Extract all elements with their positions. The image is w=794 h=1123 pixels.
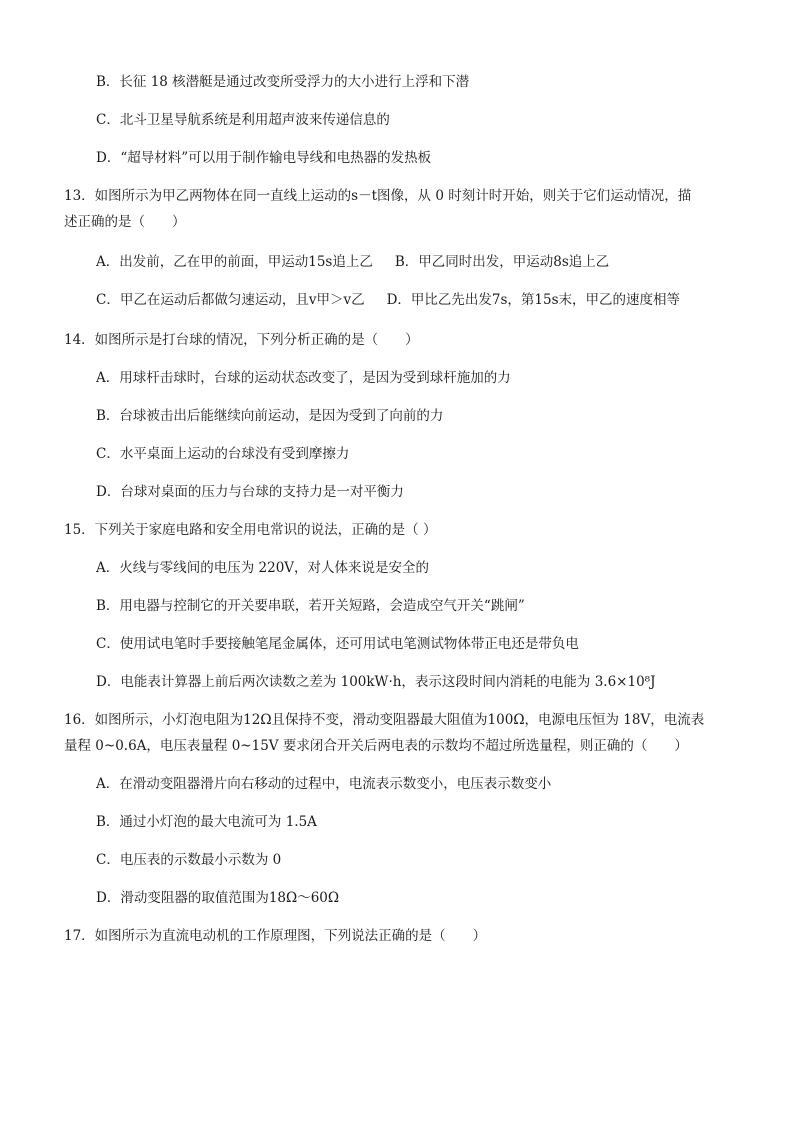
q13-stem-line2: 述正确的是（ ） bbox=[64, 214, 186, 230]
q13-option-b: B．甲乙同时出发，甲运动8s追上乙 bbox=[394, 254, 610, 270]
q13-option-d: D．甲比乙先出发7s，第15s末，甲乙的速度相等 bbox=[386, 292, 681, 308]
q14-option-a: A．用球杆击球时，台球的运动状态改变了，是因为受到球杆施加的力 bbox=[96, 370, 511, 386]
q16-option-a: A．在滑动变阻器滑片向右移动的过程中，电流表示数变小，电压表示数变小 bbox=[96, 776, 552, 792]
q15-option-d: D．电能表计算器上前后两次读数之差为 100kW·h，表示这段时间内消耗的电能为 3.6×10⁸J bbox=[96, 674, 656, 690]
q16-option-c: C．电压表的示数最小示数为 0 bbox=[96, 852, 282, 868]
q14-option-b: B．台球被击出后能继续向前运动，是因为受到了向前的力 bbox=[96, 408, 444, 424]
q13-option-c: C．甲乙在运动后都做匀速运动，且v甲＞v乙 bbox=[96, 292, 365, 308]
q13-stem-line1: 13．如图所示为甲乙两物体在同一直线上运动的s－t图像，从 0 时刻计时开始，则关于它们运动情况，描 bbox=[64, 188, 692, 204]
q16-stem-line1: 16．如图所示，小灯泡电阻为12Ω且保持不变，滑动变阻器最大阻值为100Ω，电源电压恒为 18V，电流表 bbox=[64, 712, 705, 728]
q13-option-a: A．出发前，乙在甲的前面，甲运动15s追上乙 bbox=[96, 254, 373, 270]
q15-option-b: B．用电器与控制它的开关要串联，若开关短路，会造成空气开关“跳闸” bbox=[96, 598, 525, 614]
q15-option-c: C．使用试电笔时手要接触笔尾金属体，还可用试电笔测试物体带正电还是带负电 bbox=[96, 636, 579, 652]
q12-option-b: B．长征 18 核潜艇是通过改变所受浮力的大小进行上浮和下潜 bbox=[96, 74, 470, 90]
q16-option-b: B．通过小灯泡的最大电流可为 1.5A bbox=[96, 814, 317, 830]
q16-stem-line2: 量程 0~0.6A，电压表量程 0~15V 要求闭合开关后两电表的示数均不超过所选量程，则正确的（ ） bbox=[64, 738, 688, 754]
q17-stem: 17．如图所示为直流电动机的工作原理图，下列说法正确的是（ ） bbox=[64, 928, 487, 944]
q14-option-c: C．水平桌面上运动的台球没有受到摩擦力 bbox=[96, 446, 350, 462]
q15-stem: 15．下列关于家庭电路和安全用电常识的说法，正确的是（ ） bbox=[64, 522, 437, 538]
q13-options-row2 bbox=[96, 290, 680, 310]
q14-option-d: D．台球对桌面的压力与台球的支持力是一对平衡力 bbox=[96, 484, 404, 500]
q13-options-row1 bbox=[96, 252, 609, 272]
q12-option-d: D．“超导材料”可以用于制作输电导线和电热器的发热板 bbox=[96, 150, 432, 166]
q16-option-d: D．滑动变阻器的取值范围为18Ω～60Ω bbox=[96, 890, 340, 906]
q14-stem: 14．如图所示是打台球的情况，下列分析正确的是（ ） bbox=[64, 332, 419, 348]
q15-option-a: A．火线与零线间的电压为 220V，对人体来说是安全的 bbox=[96, 560, 430, 576]
q12-option-c: C．北斗卫星导航系统是利用超声波来传递信息的 bbox=[96, 112, 390, 128]
